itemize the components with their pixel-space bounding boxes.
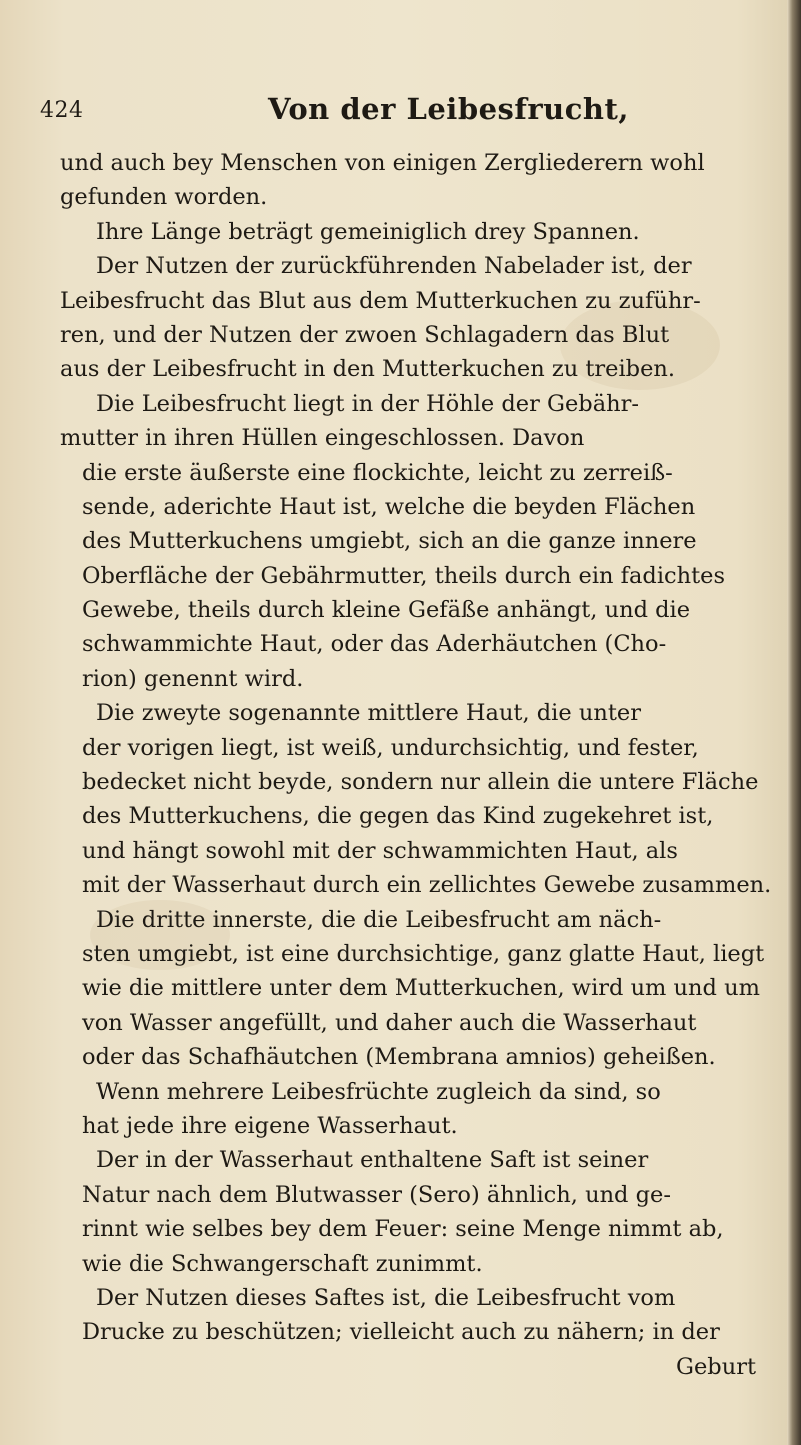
text-line: sten umgiebt, ist eine durchsichtige, ganz glatte Haut, liegt [82,940,765,967]
body-text [60,146,774,1384]
text-line: gefunden worden. [60,184,268,211]
text-line: ren, und der Nutzen der zwoen Schlagadern das Blut [60,321,670,348]
page-edge-shadow [787,0,801,1445]
text-line: bedecket nicht beyde, sondern nur allein die untere Fläche [82,769,759,796]
text-line: der vorigen liegt, ist weiß, undurchsichtig, und fester, [82,734,699,761]
text-line: und hängt sowohl mit der schwammichten Haut, als [82,837,678,864]
text-line: Oberfläche der Gebährmutter, theils durch ein fadichtes [82,562,726,589]
text-line: von Wasser angefüllt, und daher auch die Wasserhaut [82,1009,697,1036]
text-line: wie die Schwangerschaft zunimmt. [82,1250,483,1277]
text-line: Die zweyte sogenannte mittlere Haut, die unter [96,700,641,727]
text-line: Der in der Wasserhaut enthaltene Saft ist seiner [96,1147,649,1174]
text-line: mutter in ihren Hüllen eingeschlossen. Davon [60,425,585,452]
text-line: des Mutterkuchens umgiebt, sich an die ganze innere [82,528,697,555]
text-line: rinnt wie selbes bey dem Feuer: seine Menge nimmt ab, [82,1216,724,1243]
text-line: schwammichte Haut, oder das Aderhäutchen (Cho- [82,631,667,658]
text-line: mit der Wasserhaut durch ein zellichtes Gewebe zusammen. [82,872,772,899]
catchword: Geburt [676,1353,756,1380]
text-line: Gewebe, theils durch kleine Gefäße anhängt, und die [82,597,691,624]
text-line: Drucke zu beschützen; vielleicht auch zu nähern; in der [82,1319,720,1346]
running-head: Von der Leibesfrucht, [268,92,629,126]
text-line: und auch bey Menschen von einigen Zergliederern wohl [60,150,705,176]
text-line: Natur nach dem Blutwasser (Sero) ähnlich, und ge- [82,1181,671,1208]
text-line: Die Leibesfrucht liegt in der Höhle der Gebähr- [96,390,639,417]
text-line: Leibesfrucht das Blut aus dem Mutterkuchen zu zuführ- [60,287,701,314]
text-line: hat jede ihre eigene Wasserhaut. [82,1112,458,1139]
text-line: sende, aderichte Haut ist, welche die beyden Flächen [82,493,696,520]
text-line: oder das Schafhäutchen (Membrana amnios) geheißen. [82,1044,716,1071]
text-line: Wenn mehrere Leibesfrüchte zugleich da sind, so [96,1078,661,1105]
text-line: aus der Leibesfrucht in den Mutterkuchen zu treiben. [60,356,676,383]
text-line: wie die mittlere unter dem Mutterkuchen, wird um und um [82,975,760,1002]
text-line: Die dritte innerste, die die Leibesfrucht am näch- [96,906,662,933]
text-line: Der Nutzen dieses Saftes ist, die Leibesfrucht vom [96,1284,676,1311]
text-line: Der Nutzen der zurückführenden Nabelader ist, der [96,253,692,280]
text-line: die erste äußerste eine flockichte, leicht zu zerreiß- [82,459,673,486]
text-line: des Mutterkuchens, die gegen das Kind zugekehret ist, [82,803,714,830]
text-line: Ihre Länge beträgt gemeiniglich drey Spannen. [96,218,640,245]
page-number: 424 [40,98,84,123]
text-line: rion) genennt wird. [82,665,304,692]
page-header [40,92,740,132]
